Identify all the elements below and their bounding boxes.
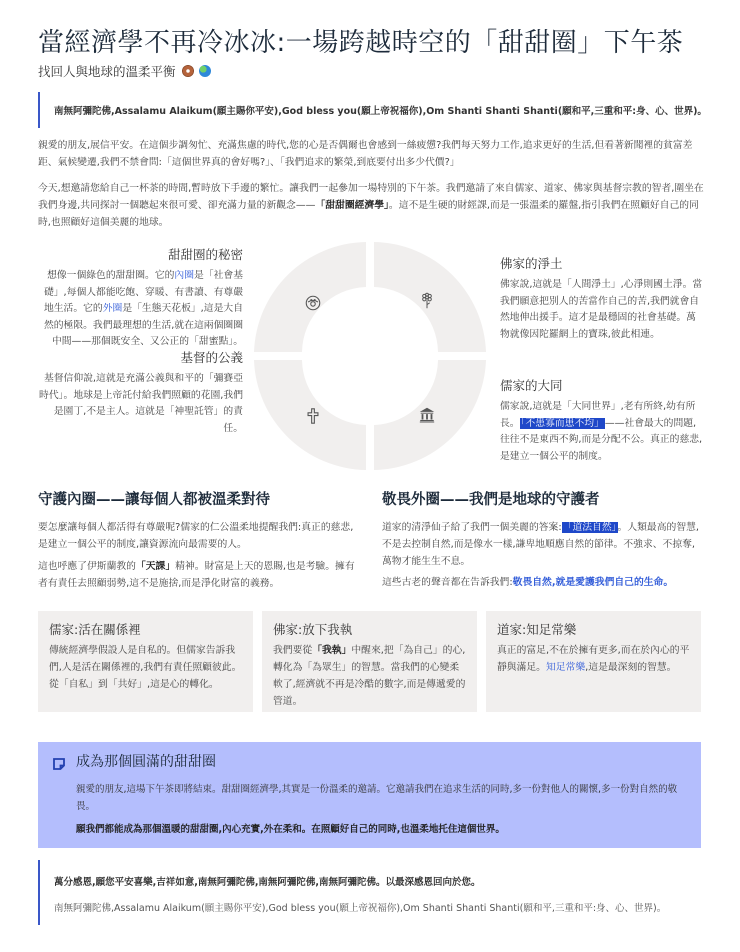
text: 想像一個綠色的甜甜圈。它的	[47, 270, 175, 281]
intro-text: 今天,想邀請您給自己一杯茶的時間,暫時放下手邊的繁忙。讓我們一起參加一場特別的下午茶。我們邀請了來自儒家、道家、佛家與基督宗教的智者,圍坐在我們身邊,共同探討一個聽起來很可愛、卻充滿力量的新觀念——	[38, 183, 704, 211]
conclusion-callout	[38, 742, 701, 848]
text: 中醒來,把「為自己」的心,轉化為「為眾生」的智慧。當我們的心變柔軟了,經濟就不再是冷酷的數字,而是傳遞愛的管道。	[273, 645, 466, 707]
quadrant-text	[500, 399, 705, 465]
text: 精神。財富是上天的恩賜,也是考驗。擁有者有責任去照顧弱勢,這不是施捨,而是淨化財富的義務。	[38, 561, 355, 589]
cross-icon	[304, 407, 322, 425]
quadrant-title: 甜甜圈的秘密	[167, 247, 243, 262]
callout-paragraph: 親愛的朋友,這場下午茶即將結束。甜甜圈經濟學,其實是一份溫柔的邀請。它邀請我們在追求生活的同時,多一份對他人的關懷,多一份對自然的敬畏。	[76, 784, 678, 812]
globe-emoji-icon	[199, 65, 211, 77]
text: ,這是最深刻的智慧。	[585, 662, 677, 673]
donut-icon	[304, 294, 322, 312]
note-icon	[52, 756, 66, 770]
blessing-quote-bottom	[38, 860, 708, 925]
intro-paragraph-1: 親愛的朋友,展信平安。在這個步調匆忙、充滿焦慮的時代,您的心是否偶爾也會感到一絲疲憊?我們每天努力工作,追求更好的生活,但看著新聞裡的貧富差距、氣候變遷,我們不禁會問:「這個世界真的會好嗎?」、「我們追求的繁榮,到底要付出多少代價?」	[38, 140, 693, 168]
text: ——社會最大的問題,往往不是東西不夠,而是分配不公。真正的慈悲,是建立一個公平的制度。	[500, 417, 703, 462]
card-text: 傳統經濟學假設人是自私的。但儒家告訴我們,人是活在關係裡的,我們有責任照顧彼此。從「自私」到「共好」,這是心的轉化。	[49, 645, 242, 690]
page-subtitle	[38, 63, 211, 81]
text: 這也呼應了伊斯蘭教的	[38, 561, 136, 572]
intro-text: 。這不是生硬的財經課,而是一張溫柔的羅盤,指引我們在照顧好自己的同時,也照顧好這個美麗的地球。	[38, 200, 699, 228]
contentment-link[interactable]: 知足常樂	[545, 662, 586, 673]
outer-circle-paragraph-1	[382, 519, 704, 570]
text: 是「生態天花板」,這是大自然的極限。我們最理想的生活,就在這兩個圈圈中間——那個既安全、又公正的「甜蜜點」。	[43, 303, 243, 347]
inner-circle-heading: 守護內圈——讓每個人都被溫柔對待	[38, 492, 270, 508]
inner-circle-paragraph-1: 要怎麼讓每個人都活得有尊嚴呢?儒家的仁公溫柔地提醒我們:真正的慈悲,是建立一個公平的制度,讓資源流向最需要的人。	[38, 522, 354, 550]
outer-circle-heading: 敬畏外圈——我們是地球的守護者	[382, 492, 600, 508]
card-buddhist	[262, 611, 477, 712]
outer-circle-link[interactable]: 外圈	[102, 303, 123, 314]
quadrant-text: 基督信仰說,這就是充滿公義與和平的「彌賽亞時代」。地球是上帝託付給我們照顧的花園,我們是園丁,不是主人。這就是「神聖託管」的責任。	[39, 373, 243, 434]
page-title: 當經濟學不再冷冰冰:一場跨越時空的「甜甜圈」下午茶	[38, 28, 684, 58]
quadrant-buddhist-pure-land	[500, 255, 705, 343]
intro-paragraph-2	[38, 180, 708, 231]
quadrant-title: 基督的公義	[180, 350, 243, 365]
donut-diagram-section	[0, 238, 740, 470]
card-text	[497, 642, 690, 676]
donut-emoji-icon	[182, 65, 194, 77]
inner-circle-paragraph-2	[38, 558, 358, 592]
subtitle-text: 找回人與地球的溫柔平衡	[38, 64, 176, 79]
flower-icon	[418, 292, 436, 310]
quadrant-title: 佛家的淨土	[500, 256, 563, 271]
text: 。人類最高的智慧,不是去控制自然,而是像水一樣,謙卑地順應自然的節律。不強求、不掠奪,萬物才能生生不息。	[382, 522, 700, 567]
highlighted-term: 「道法自然」	[562, 522, 617, 533]
text: 我們要從	[273, 645, 313, 656]
card-title: 佛家:放下我執	[273, 622, 353, 637]
blessing-quote-top	[38, 92, 708, 128]
text: 儒家說,這就是「大同世界」,老有所終,幼有所長。	[500, 401, 696, 429]
outer-circle-paragraph-2	[382, 574, 704, 591]
quadrant-donut-secret	[38, 246, 243, 351]
card-text	[273, 642, 466, 710]
card-confucian	[38, 611, 253, 712]
zakat-term: 「天課」	[135, 561, 176, 572]
card-title: 道家:知足常樂	[497, 622, 577, 637]
intro-bold-term: 「甜甜圈經濟學」	[315, 200, 389, 211]
quadrant-confucian-great-unity	[500, 377, 705, 465]
text: 是「社會基礎」,每個人都能吃飽、穿暖、有書讀、有尊嚴地生活。它的	[43, 270, 243, 314]
card-taoist	[486, 611, 701, 712]
quadrant-text	[38, 268, 243, 351]
blessing-text: 南無阿彌陀佛,Assalamu Alaikum(願主賜你平安),God bless you(願上帝祝福你),Om Shanti Shanti Shanti(願和平,三重和平:身、心、世界)。	[54, 903, 667, 914]
donut-ring	[254, 242, 486, 470]
quadrant-title: 儒家的大同	[500, 378, 563, 393]
text: 這些古老的聲音都在告訴我們:	[382, 577, 513, 588]
text: 真正的富足,不在於擁有更多,而在於內心的平靜與滿足。	[497, 645, 690, 673]
callout-closing: 願我們都能成為那個溫暖的甜甜圈,內心充實,外在柔和。在照顧好自己的同時,也溫柔地托住這個世界。	[76, 824, 505, 835]
quadrant-text: 佛家說,這就是「人間淨土」,心淨則國土淨。當我們願意把別人的苦當作自己的苦,我們就會自然地伸出援手。這才是最穩固的社會基礎。萬物就像因陀羅網上的寶珠,彼此相連。	[500, 279, 703, 340]
card-title: 儒家:活在關係裡	[49, 622, 141, 637]
emphasis-link: 敬畏自然,就是愛護我們自己的生命。	[512, 577, 674, 588]
quadrant-christian-justice	[38, 349, 243, 437]
donut-ring-graphic	[254, 242, 486, 470]
text: 道家的清淨仙子給了我們一個美麗的答案:	[382, 522, 562, 533]
inner-circle-link[interactable]: 內圈	[174, 270, 195, 281]
temple-icon	[418, 406, 436, 424]
callout-title: 成為那個圓滿的甜甜圈	[76, 754, 216, 770]
gratitude-text: 萬分感恩,願您平安喜樂,吉祥如意,南無阿彌陀佛,南無阿彌陀佛,南無阿彌陀佛。以最深感恩回向於您。	[54, 877, 481, 888]
blessing-text: 南無阿彌陀佛,Assalamu Alaikum(願主賜你平安),God bless you(願上帝祝福你),Om Shanti Shanti Shanti(願和平,三重和平:身、心、世界)。	[54, 106, 707, 117]
highlighted-quote: 「不患寡而患不均」	[520, 417, 604, 429]
ego-term: 「我執」	[312, 645, 352, 656]
